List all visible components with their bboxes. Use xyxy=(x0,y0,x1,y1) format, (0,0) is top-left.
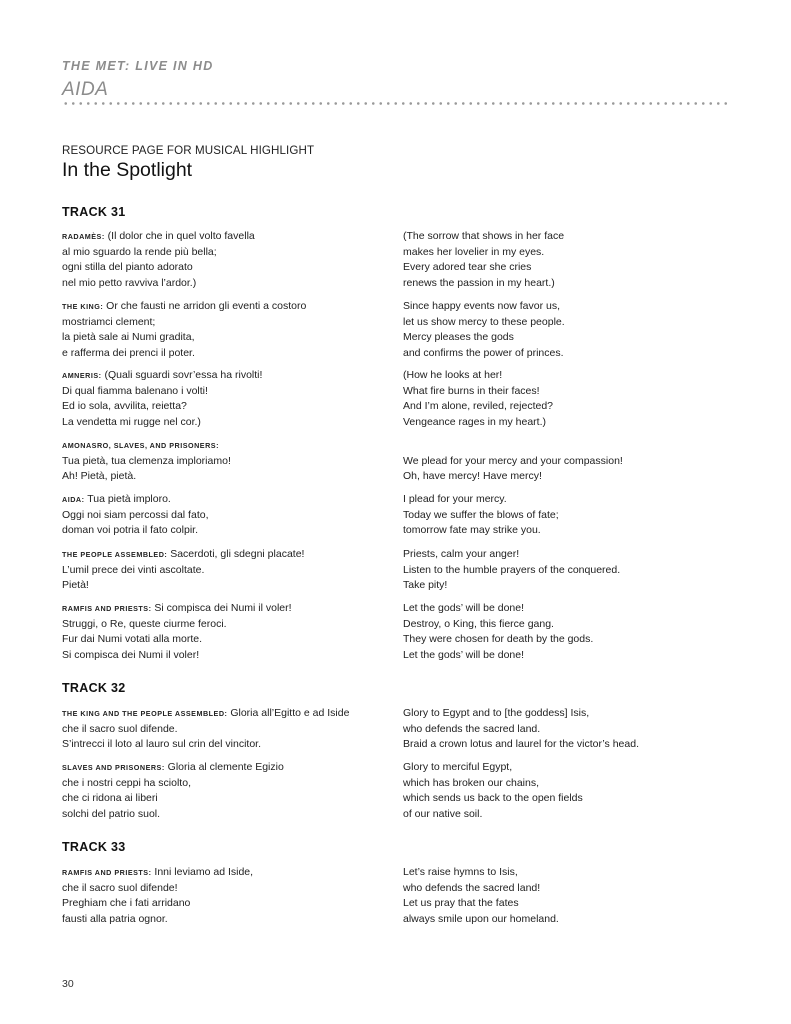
italian-text: Ah! Pietà, pietà. xyxy=(62,470,137,483)
italian-line xyxy=(62,299,392,315)
italian-line xyxy=(62,276,392,292)
italian-line xyxy=(62,415,392,431)
english-line: (The sorrow that shows in her face xyxy=(403,230,565,242)
english-verse xyxy=(403,229,733,291)
opera-title: AIDA xyxy=(62,79,109,100)
italian-text: Preghiam che i fati arridano xyxy=(62,897,191,910)
italian-verse xyxy=(62,865,392,927)
speaker-label: AIDA: xyxy=(62,495,85,504)
english-line: which sends us back to the open fields xyxy=(403,792,583,805)
english-line: Since happy events now favor us, xyxy=(403,300,561,312)
italian-line xyxy=(62,563,392,579)
italian-text: Si compisca dei Numi il voler! xyxy=(62,648,200,661)
italian-text: fausti alla patria ognor. xyxy=(62,912,168,925)
english-line: Take pity! xyxy=(403,579,448,592)
italian-text: Tua pietà imploro. xyxy=(87,493,171,505)
italian-text: Pietà! xyxy=(62,579,89,592)
speaker-label: SLAVES AND PRISONERS: xyxy=(62,763,165,772)
english-verse xyxy=(403,601,733,663)
italian-text: solchi del patrio suol. xyxy=(62,807,161,820)
italian-line xyxy=(62,737,392,753)
english-line: (How he looks at her! xyxy=(403,369,503,381)
italian-line xyxy=(62,632,392,648)
italian-text: e rafferma dei prenci il poter. xyxy=(62,346,195,359)
english-line: who defends the sacred land! xyxy=(403,881,541,894)
speaker-label: AMONASRO, SLAVES, AND PRISONERS: xyxy=(62,441,219,450)
english-verse xyxy=(403,547,733,594)
speaker-label: THE PEOPLE ASSEMBLED: xyxy=(62,550,168,559)
italian-line xyxy=(62,617,392,633)
italian-line xyxy=(62,454,392,470)
italian-text: Ed io sola, avvilita, reietta? xyxy=(62,400,187,413)
english-line: Let the gods’ will be done! xyxy=(403,602,525,614)
track-heading: TRACK 31 xyxy=(62,205,126,219)
italian-line xyxy=(62,648,392,664)
italian-text: Gloria all’Egitto e ad Iside xyxy=(230,707,350,719)
page-title: In the Spotlight xyxy=(62,159,193,181)
speaker-label: RAMFIS AND PRIESTS: xyxy=(62,868,152,877)
speaker-label: AMNERIS: xyxy=(62,371,102,380)
section-kicker: RESOURCE PAGE FOR MUSICAL HIGHLIGHT xyxy=(62,144,315,157)
speaker-label: RADAMÈS: xyxy=(62,232,105,241)
italian-line xyxy=(62,492,392,508)
english-verse xyxy=(403,706,733,753)
italian-text: L’umil prece dei vinti ascoltate. xyxy=(62,563,205,576)
italian-text: mostriamci clement; xyxy=(62,315,156,328)
english-line: I plead for your mercy. xyxy=(403,493,507,505)
italian-text: che il sacro suol difende! xyxy=(62,881,178,894)
italian-text: Inni leviamo ad Iside, xyxy=(154,866,254,878)
italian-line xyxy=(62,547,392,563)
italian-verse xyxy=(62,601,392,663)
english-line: Mercy pleases the gods xyxy=(403,331,514,344)
publication-label: THE MET: LIVE IN HD xyxy=(62,59,214,73)
english-line: They were chosen for death by the gods. xyxy=(403,633,594,646)
italian-line xyxy=(62,384,392,400)
italian-line xyxy=(62,315,392,331)
english-verse xyxy=(403,299,733,361)
english-line: What fire burns in their faces! xyxy=(403,384,540,397)
italian-verse xyxy=(62,760,392,822)
italian-text: Gloria al clemente Egizio xyxy=(167,761,284,773)
italian-line xyxy=(62,881,392,897)
italian-verse xyxy=(62,438,392,485)
english-line: Priests, calm your anger! xyxy=(403,548,520,560)
english-line: Glory to merciful Egypt, xyxy=(403,761,513,773)
italian-line xyxy=(62,438,392,454)
english-line: Destroy, o King, this fierce gang. xyxy=(403,617,554,630)
italian-line xyxy=(62,760,392,776)
italian-line xyxy=(62,776,392,792)
italian-line xyxy=(62,260,392,276)
italian-line xyxy=(62,399,392,415)
italian-line xyxy=(62,469,392,485)
italian-line xyxy=(62,601,392,617)
english-line: Let us pray that the fates xyxy=(403,897,519,910)
english-verse xyxy=(403,492,733,539)
english-line: Vengeance rages in my heart.) xyxy=(403,415,547,428)
italian-line xyxy=(62,791,392,807)
english-line: And I’m alone, reviled, rejected? xyxy=(403,400,553,413)
speaker-label: RAMFIS AND PRIESTS: xyxy=(62,604,152,613)
english-line: which has broken our chains, xyxy=(403,776,539,789)
italian-text: Di qual fiamma balenano i volti! xyxy=(62,384,208,397)
english-line: Braid a crown lotus and laurel for the victor’s head. xyxy=(403,738,639,751)
track-heading: TRACK 33 xyxy=(62,840,126,854)
italian-text: che i nostri ceppi ha sciolto, xyxy=(62,776,191,789)
english-line: who defends the sacred land. xyxy=(403,722,541,735)
speaker-label: THE KING AND THE PEOPLE ASSEMBLED: xyxy=(62,709,228,718)
italian-line xyxy=(62,330,392,346)
italian-text: S’intrecci il loto al lauro sul crin del vincitor. xyxy=(62,738,261,751)
italian-verse xyxy=(62,706,392,753)
english-line: renews the passion in my heart.) xyxy=(403,276,555,289)
italian-verse xyxy=(62,299,392,361)
italian-line xyxy=(62,706,392,722)
italian-text: la pietà sale ai Numi gradita, xyxy=(62,331,195,344)
italian-text: Or che fausti ne arridon gli eventi a costoro xyxy=(106,300,307,312)
english-line: Glory to Egypt and to [the goddess] Isis, xyxy=(403,707,590,719)
italian-text: Fur dai Numi votati alla morte. xyxy=(62,633,203,646)
english-verse xyxy=(403,865,733,927)
italian-text: che ci ridona ai liberi xyxy=(62,792,158,805)
italian-line xyxy=(62,368,392,384)
italian-line xyxy=(62,229,392,245)
italian-text: Sacerdoti, gli sdegni placate! xyxy=(170,548,305,560)
english-line: makes her lovelier in my eyes. xyxy=(403,245,545,258)
italian-verse xyxy=(62,229,392,291)
italian-text: al mio sguardo la rende più bella; xyxy=(62,245,217,258)
italian-line xyxy=(62,896,392,912)
italian-text: Si compisca dei Numi il voler! xyxy=(154,602,292,614)
italian-line xyxy=(62,346,392,362)
italian-line xyxy=(62,722,392,738)
italian-verse xyxy=(62,492,392,539)
english-verse xyxy=(403,438,733,485)
italian-line xyxy=(62,523,392,539)
english-line: We plead for your mercy and your compassion! xyxy=(403,454,623,467)
track-heading: TRACK 32 xyxy=(62,681,126,695)
italian-text: La vendetta mi rugge nel cor.) xyxy=(62,415,201,428)
italian-text: (Quali sguardi sovr’essa ha rivolti! xyxy=(104,369,263,381)
italian-text: doman voi potria il fato colpir. xyxy=(62,524,198,537)
english-line: Oh, have mercy! Have mercy! xyxy=(403,470,542,483)
speaker-label: THE KING: xyxy=(62,302,104,311)
italian-text: Tua pietà, tua clemenza imploriamo! xyxy=(62,454,231,467)
italian-line xyxy=(62,912,392,928)
english-line: let us show mercy to these people. xyxy=(403,315,565,328)
italian-verse xyxy=(62,368,392,430)
english-line: Today we suffer the blows of fate; xyxy=(403,508,559,521)
italian-text: che il sacro suol difende. xyxy=(62,722,178,735)
italian-line xyxy=(62,578,392,594)
english-verse xyxy=(403,368,733,430)
italian-text: nel mio petto ravviva l’ardor.) xyxy=(62,276,197,289)
italian-line xyxy=(62,508,392,524)
english-line: Let’s raise hymns to Isis, xyxy=(403,866,518,878)
english-line: of our native soil. xyxy=(403,807,483,820)
italian-verse xyxy=(62,547,392,594)
italian-line xyxy=(62,245,392,261)
english-line xyxy=(403,438,733,454)
italian-text: Oggi noi siam percossi dal fato, xyxy=(62,508,209,521)
english-line: Let the gods’ will be done! xyxy=(403,648,525,661)
dotted-divider xyxy=(62,102,732,105)
italian-text: Struggi, o Re, queste ciurme feroci. xyxy=(62,617,227,630)
english-line: Listen to the humble prayers of the conquered. xyxy=(403,563,621,576)
english-verse xyxy=(403,760,733,822)
italian-line xyxy=(62,807,392,823)
english-line: tomorrow fate may strike you. xyxy=(403,524,541,537)
italian-text: ogni stilla del pianto adorato xyxy=(62,261,193,274)
italian-text: (Il dolor che in quel volto favella xyxy=(107,230,255,242)
page-number: 30 xyxy=(62,978,74,990)
english-line: Every adored tear she cries xyxy=(403,261,532,274)
italian-line xyxy=(62,865,392,881)
english-line: and confirms the power of princes. xyxy=(403,346,564,359)
english-line: always smile upon our homeland. xyxy=(403,912,559,925)
